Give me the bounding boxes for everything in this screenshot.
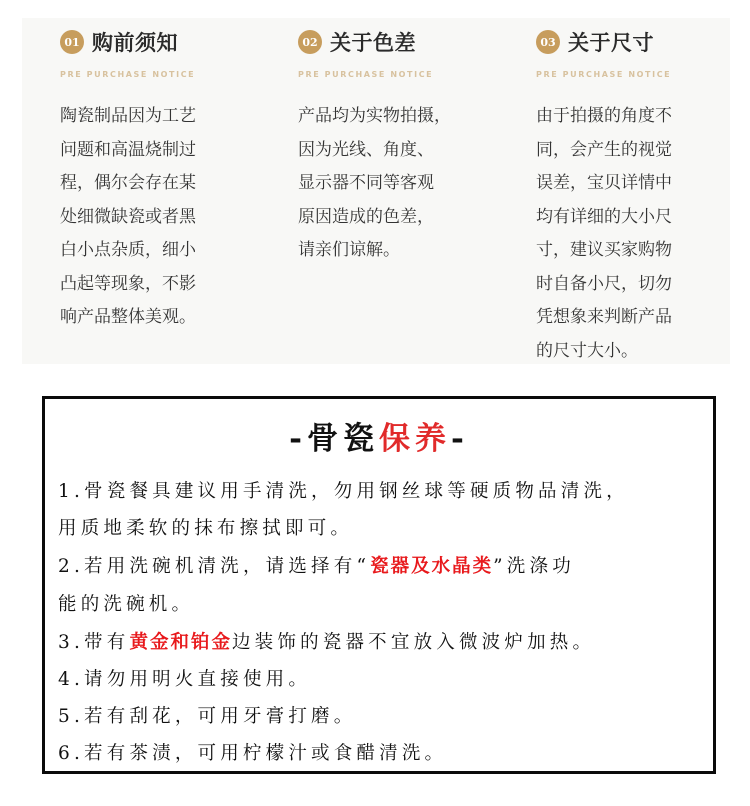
notice-title: 关于尺寸 — [568, 31, 654, 55]
care-line-2-post: ”洗涤功 — [493, 556, 575, 577]
care-line-3-highlight: 黄金和铂金 — [129, 632, 232, 653]
notice-body: 由于拍摄的角度不 同，会产生的视觉 误差，宝贝详情中 均有详细的大小尺 寸，建议买家购物 时自备小尺，切勿 凭想象来判断产品 的尺寸大小。 — [536, 106, 672, 361]
care-line-2-cont: 能的洗碗机。 — [58, 594, 195, 615]
number-badge: 01 — [60, 30, 84, 54]
care-line-6: 6.若有茶渍，可用柠檬汁或食醋清洗。 — [58, 743, 448, 764]
notice-column-color — [298, 18, 488, 268]
number-badge: 02 — [298, 30, 322, 54]
notice-subtitle: PRE PURCHASE NOTICE — [298, 70, 434, 79]
notice-column-purchase — [60, 18, 250, 335]
care-line-1-cont: 用质地柔软的抹布擦拭即可。 — [58, 518, 354, 539]
notice-title: 购前须知 — [92, 31, 178, 55]
notice-title: 关于色差 — [330, 31, 416, 55]
notice-header — [536, 18, 726, 66]
care-line-2-highlight: 瓷器及水晶类 — [370, 556, 494, 577]
notice-header — [298, 18, 488, 66]
care-line-3-pre: 3.带有 — [58, 632, 130, 653]
care-title — [45, 413, 713, 458]
care-line-5: 5.若有刮花，可用牙膏打磨。 — [58, 706, 357, 727]
notice-subtitle: PRE PURCHASE NOTICE — [536, 70, 672, 79]
notice-column-size — [536, 18, 726, 368]
bone-china-care-box — [42, 396, 716, 774]
number-badge: 03 — [536, 30, 560, 54]
notice-panel — [22, 18, 730, 364]
care-line-1: 1.骨瓷餐具建议用手清洗，勿用钢丝球等硬质物品清洗， — [58, 481, 629, 502]
care-line-2-pre: 2.若用洗碗机清洗，请选择有“ — [58, 556, 371, 577]
care-line-3-post: 边装饰的瓷器不宜放入微波炉加热。 — [231, 632, 596, 653]
care-title-accent: 保养 — [379, 421, 451, 457]
care-line-3 — [58, 628, 708, 654]
notice-body: 陶瓷制品因为工艺 问题和高温烧制过 程，偶尔会存在某 处细微缺瓷或者黑 白小点杂质，细小 凸起等现象，不影 响产品整体美观。 — [60, 106, 196, 327]
notice-subtitle: PRE PURCHASE NOTICE — [60, 70, 196, 79]
care-line-2 — [58, 552, 708, 578]
notice-header — [60, 18, 250, 66]
care-line-4: 4.请勿用明火直接使用。 — [58, 669, 312, 690]
care-title-prefix: -骨瓷 — [289, 421, 379, 457]
care-title-suffix: - — [451, 421, 469, 457]
notice-body: 产品均为实物拍摄， 因为光线、角度、 显示器不同等客观 原因造成的色差， 请亲们谅解。 — [298, 106, 451, 260]
